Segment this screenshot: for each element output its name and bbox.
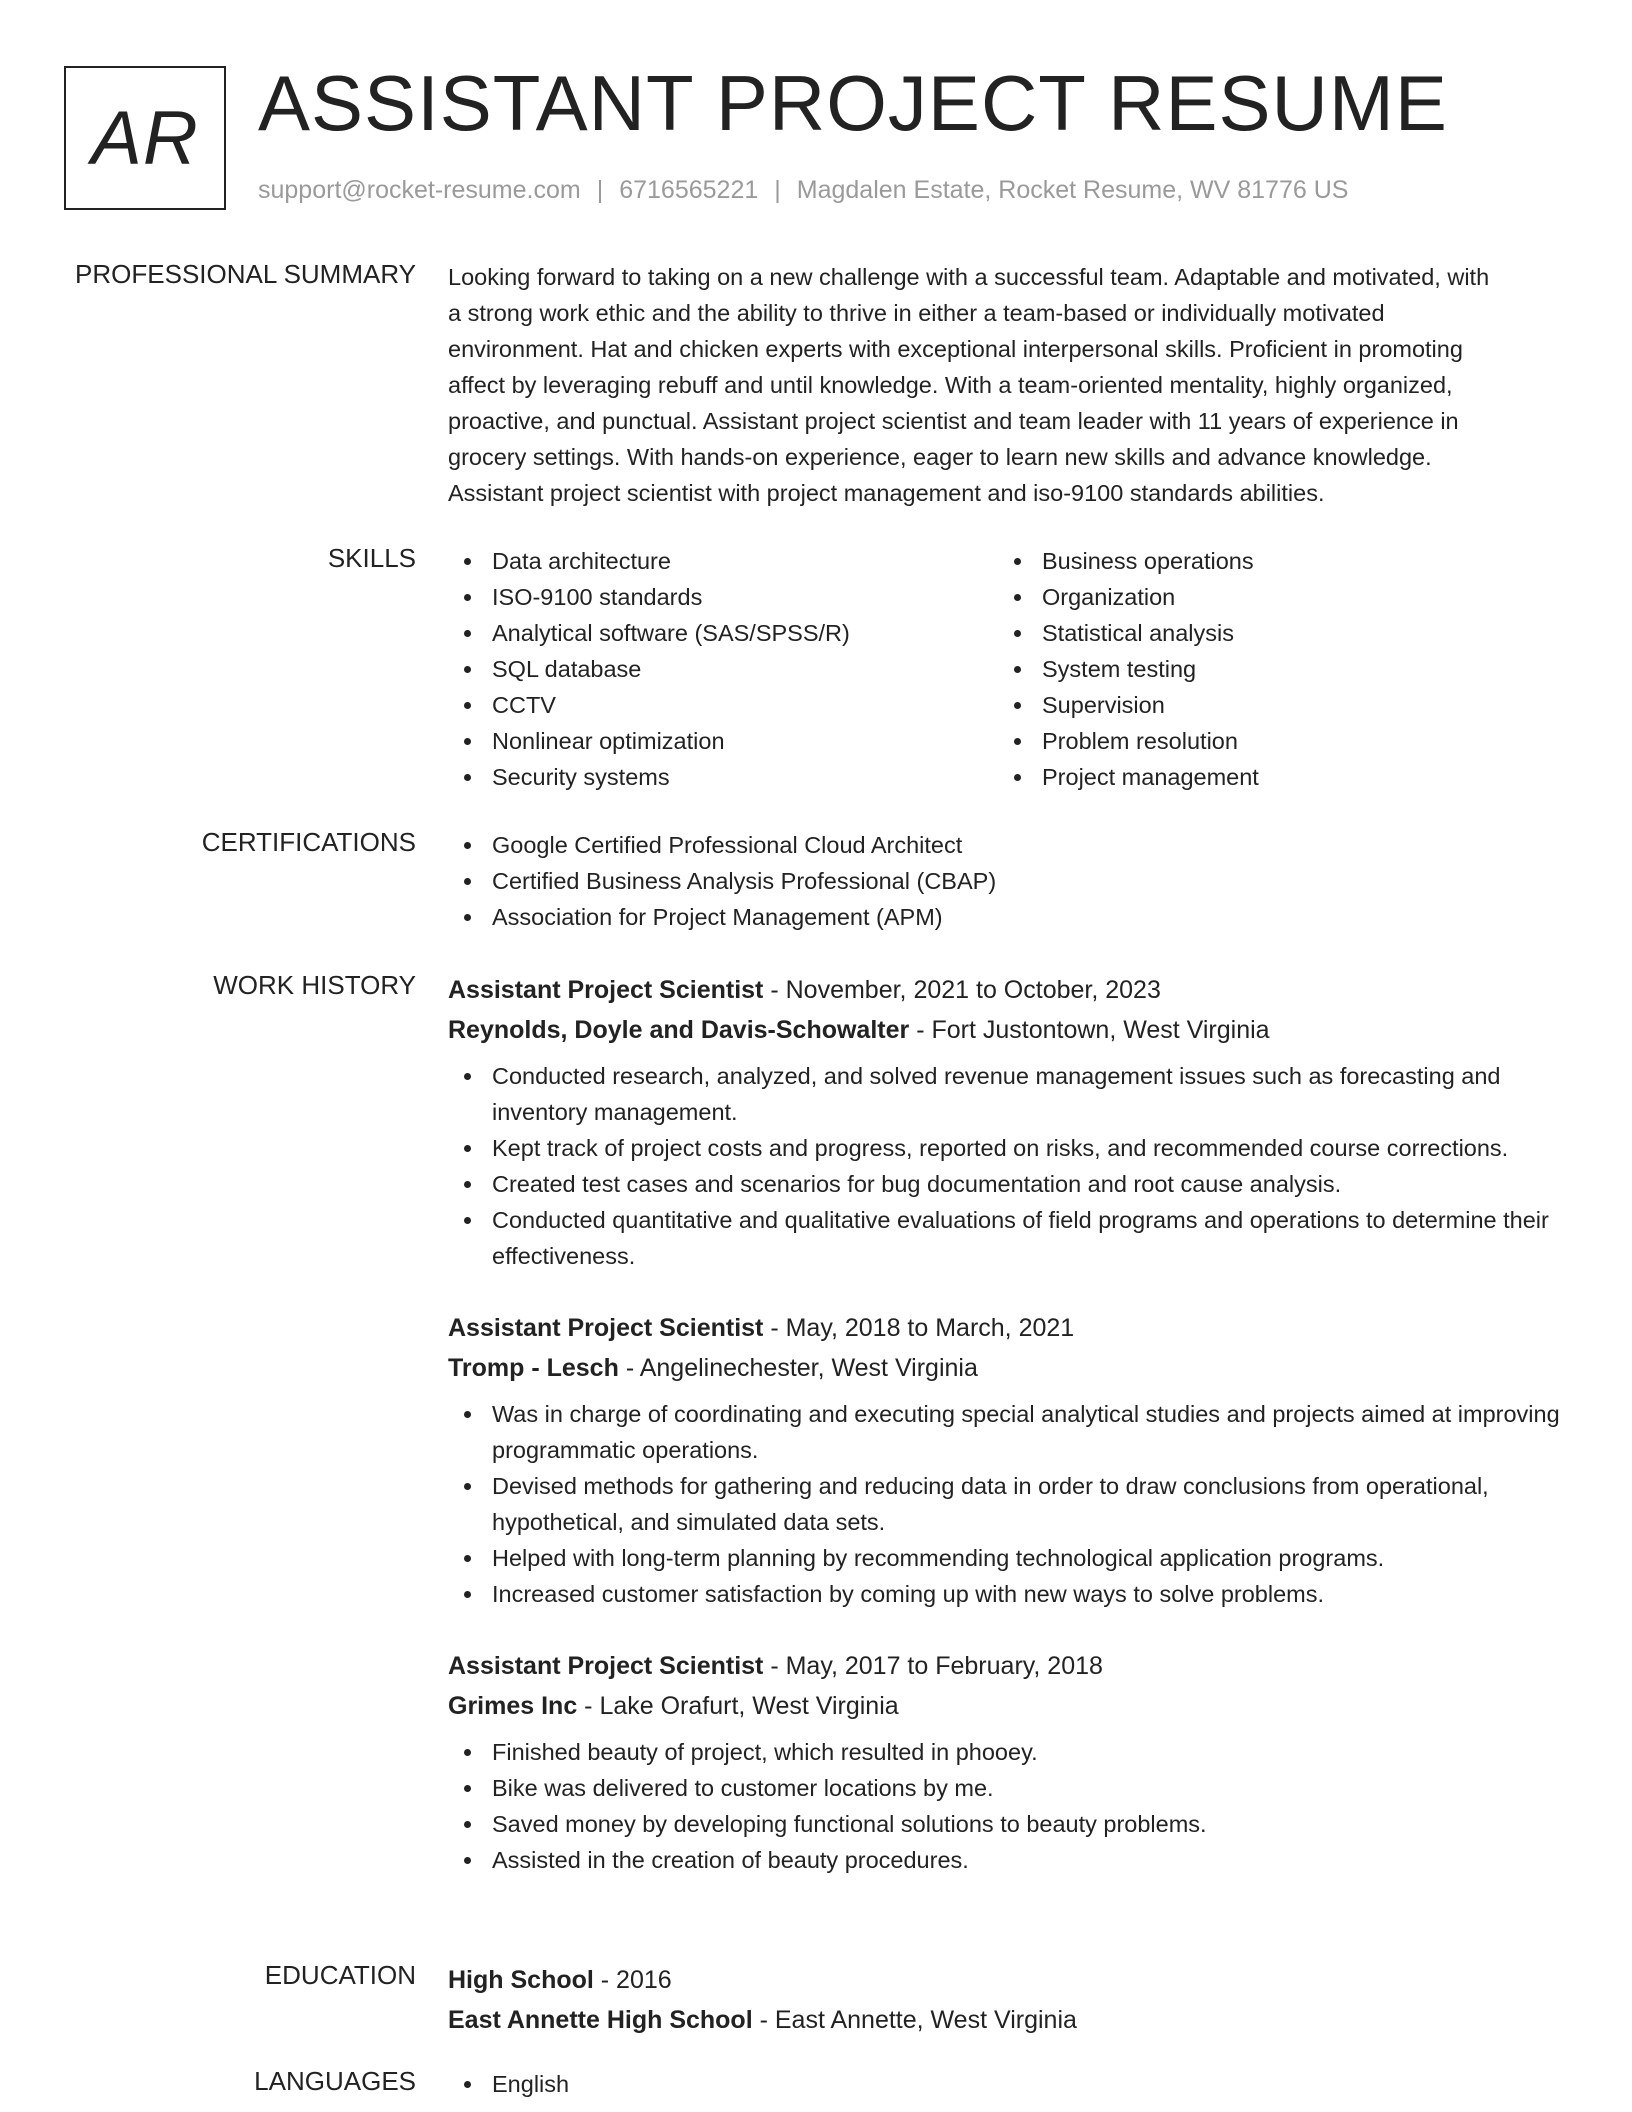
job-location: - Lake Orafurt, West Virginia: [577, 1692, 899, 1720]
summary-body: [448, 259, 1568, 511]
job-bullet: Saved money by developing functional solutions to beauty problems.: [448, 1806, 1568, 1842]
job-dates: - November, 2021 to October, 2023: [763, 976, 1161, 1004]
job-dates: - May, 2017 to February, 2018: [763, 1652, 1103, 1680]
certifications-body: [448, 827, 1568, 935]
skills-list-left: [448, 543, 998, 795]
skill-item: Organization: [998, 579, 1548, 615]
contact-separator: |: [774, 176, 781, 204]
job-bullet: Assisted in the creation of beauty procedures.: [448, 1842, 1568, 1878]
summary-line: Looking forward to taking on a new challenge with a successful team. Adaptable and motivated, with: [448, 264, 1490, 290]
resume-title: ASSISTANT PROJECT RESUME: [258, 59, 1448, 147]
language-item: English: [448, 2066, 1568, 2102]
job-company: Reynolds, Doyle and Davis-Schowalter: [448, 1016, 910, 1044]
monogram-badge: [64, 66, 226, 210]
work-history-body: [448, 970, 1568, 1878]
job-location: - Angelinechester, West Virginia: [618, 1354, 978, 1382]
skill-item: Data architecture: [448, 543, 998, 579]
summary-line: environment. Hat and chicken experts with exceptional interpersonal skills. Proficient in promoting: [448, 336, 1463, 362]
skill-item: Problem resolution: [998, 723, 1548, 759]
summary-line: proactive, and punctual. Assistant project scientist and team leader with 11 years of experience in: [448, 408, 1459, 434]
job-bullet: Created test cases and scenarios for bug documentation and root cause analysis.: [448, 1166, 1568, 1202]
job-entry: [448, 1646, 1568, 1878]
contact-line: [258, 176, 1348, 205]
job-location: - Fort Justontown, West Virginia: [909, 1016, 1270, 1044]
education-school-line: [448, 2000, 1568, 2040]
skill-item: Supervision: [998, 687, 1548, 723]
section-label-languages: LANGUAGES: [254, 2066, 416, 2096]
job-title: Assistant Project Scientist: [448, 1314, 764, 1342]
job-dates: - May, 2018 to March, 2021: [763, 1314, 1075, 1342]
job-bullets: [448, 1734, 1568, 1878]
section-label-skills: SKILLS: [327, 543, 416, 573]
skills-grid: [448, 543, 1568, 795]
job-entry: [448, 970, 1568, 1274]
section-label-education: EDUCATION: [264, 1960, 416, 1990]
education-body: [448, 1960, 1568, 2040]
summary-line: Assistant project scientist with project management and iso-9100 standards abilities.: [448, 480, 1325, 506]
skill-item: Project management: [998, 759, 1548, 795]
skill-item: ISO-9100 standards: [448, 579, 998, 615]
job-title-line: [448, 1646, 1568, 1686]
skill-item: CCTV: [448, 687, 998, 723]
job-bullet: Conducted quantitative and qualitative evaluations of field programs and operations to determine their effectiveness.: [448, 1202, 1568, 1274]
job-bullet: Increased customer satisfaction by coming up with new ways to solve problems.: [448, 1576, 1568, 1612]
job-bullet: Bike was delivered to customer locations by me.: [448, 1770, 1568, 1806]
job-bullets: [448, 1396, 1568, 1612]
job-company-line: [448, 1348, 1568, 1388]
section-label-certifications: CERTIFICATIONS: [201, 827, 416, 857]
education-year: - 2016: [593, 1966, 672, 1994]
summary-line: grocery settings. With hands-on experience, eager to learn new skills and advance knowledge.: [448, 444, 1432, 470]
contact-email[interactable]: support@rocket-resume.com: [258, 176, 581, 204]
contact-address: Magdalen Estate, Rocket Resume, WV 81776 US: [796, 176, 1349, 204]
section-label-summary: PROFESSIONAL SUMMARY: [75, 259, 416, 289]
job-bullet: Kept track of project costs and progress, reported on risks, and recommended course corrections.: [448, 1130, 1568, 1166]
job-bullet: Devised methods for gathering and reducing data in order to draw conclusions from operational, hypothetical, and simulated data sets.: [448, 1468, 1568, 1540]
education-school: East Annette High School: [448, 2006, 753, 2034]
skill-item: Business operations: [998, 543, 1548, 579]
certification-item: Association for Project Management (APM): [448, 899, 1568, 935]
certifications-list: [448, 827, 1568, 935]
contact-phone[interactable]: 6716565221: [619, 176, 759, 204]
job-bullet: Was in charge of coordinating and executing special analytical studies and projects aimed at improving programmatic operations.: [448, 1396, 1568, 1468]
languages-list: [448, 2066, 1568, 2102]
job-bullet: Finished beauty of project, which resulted in phooey.: [448, 1734, 1568, 1770]
job-title: Assistant Project Scientist: [448, 1652, 764, 1680]
certification-item: Certified Business Analysis Professional (CBAP): [448, 863, 1568, 899]
certification-item: Google Certified Professional Cloud Architect: [448, 827, 1568, 863]
summary-line: affect by leveraging rebuff and until knowledge. With a team-oriented mentality, highly organized,: [448, 372, 1453, 398]
skills-list-right: [998, 543, 1548, 795]
skill-item: Security systems: [448, 759, 998, 795]
job-company: Grimes Inc: [448, 1692, 578, 1720]
job-bullet: Helped with long-term planning by recommending technological application programs.: [448, 1540, 1568, 1576]
job-title: Assistant Project Scientist: [448, 976, 764, 1004]
job-bullets: [448, 1058, 1568, 1274]
languages-body: [448, 2066, 1568, 2102]
skill-item: Nonlinear optimization: [448, 723, 998, 759]
monogram-initials: AR: [91, 95, 199, 181]
job-company-line: [448, 1010, 1568, 1050]
job-title-line: [448, 1308, 1568, 1348]
contact-separator: |: [596, 176, 604, 204]
summary-line: a strong work ethic and the ability to thrive in either a team-based or individually motivated: [448, 300, 1385, 326]
skill-item: Statistical analysis: [998, 615, 1548, 651]
job-company: Tromp - Lesch: [448, 1354, 619, 1382]
skill-item: System testing: [998, 651, 1548, 687]
job-company-line: [448, 1686, 1568, 1726]
education-location: - East Annette, West Virginia: [752, 2006, 1077, 2034]
job-bullet: Conducted research, analyzed, and solved revenue management issues such as forecasting and inventory management.: [448, 1058, 1568, 1130]
education-degree-line: [448, 1960, 1568, 2000]
section-label-work-history: WORK HISTORY: [213, 970, 416, 1000]
education-degree: High School: [448, 1966, 594, 1994]
job-title-line: [448, 970, 1568, 1010]
skill-item: Analytical software (SAS/SPSS/R): [448, 615, 998, 651]
job-entry: [448, 1308, 1568, 1612]
skill-item: SQL database: [448, 651, 998, 687]
